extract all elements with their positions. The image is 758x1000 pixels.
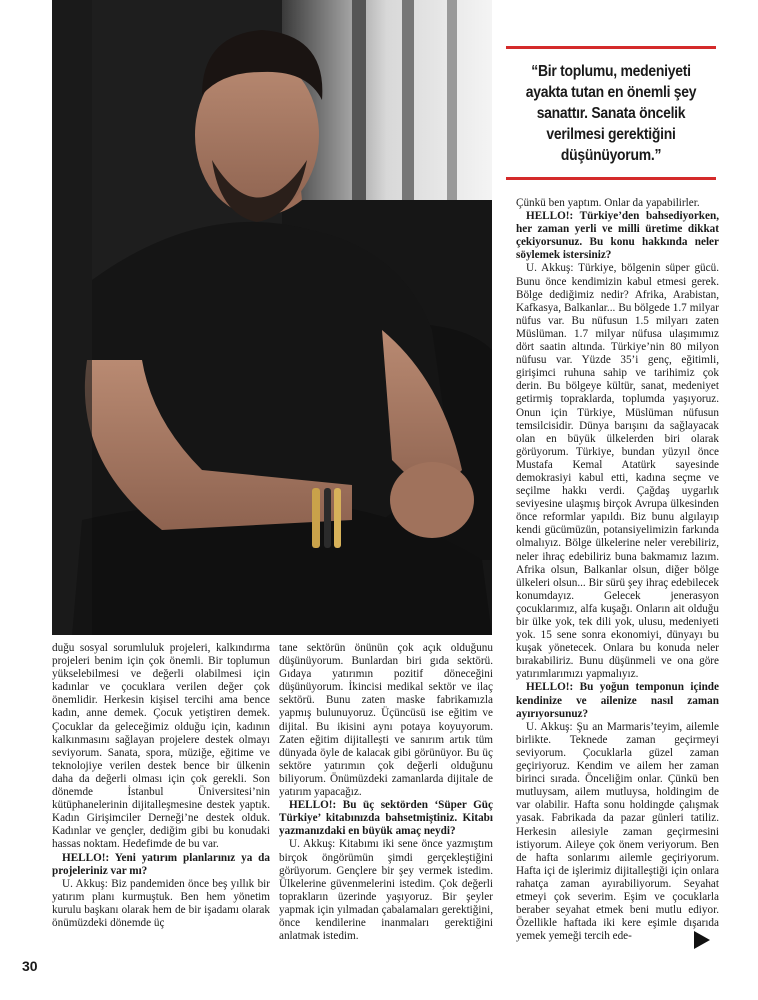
text-column-2	[279, 642, 493, 943]
paragraph: U. Akkuş: Biz pandemiden önce beş yıllık bir yatırım planı kurmuştuk. Ben hem yönetim kurulu başkanı olarak hem de bir işadamı olarak önümüzdeki dönemde üç	[52, 877, 270, 929]
text-column-3	[516, 197, 719, 943]
paragraph: U. Akkuş: Türkiye, bölgenin süper gücü. Bunu önce kendimizin kabul etmesi gerek. Bölge dediğimiz nedir? Afrika, Arabistan, Kafkasya, Balkanlar... Bu bölgede 1.7 milyar nüfus var. Bu nüfusun 1.5 milyarı zaten Müslüman. 1.7 milyar nüfusa ulaşımımız dört saatin altında. Türkiye’nin 80 milyon nüfusu var. Yüzde 35’i genç, eğitimli, girişimci ruhuna sahip ve tarihimiz çok derin. Bu bölgeye kültür, sanat, medeniyet getirmiş topraklarda, toplumda yaşıyoruz. Onun için Türkiye, Müslüman nüfusun temsilcisidir. Dünya barışını da sağlayacak olan en büyük ülkelerden biri olarak görüyorum. Türkiye, bundan yüzyıl önce Mustafa Kemal Atatürk sayesinde demokrasiyi kabul etti, kadına seçme ve seçilme hakkı verdi. Çağdaş uygarlık seviyesine ulaşmış birçok Avrupa ülkesinden önce reformlar yapıldı. Biz bunu algılayıp kendi gücümüzün, potansiyelimizin farkında olmalıyız. Bölge ülkelerine neler verebiliriz, neler ihraç edebiliriz buna bakmamız lazım. Afrika olsun, Balkanlar olsun, diğer bölge ülkeleri olsun... Bir sürü şey ihraç edebilecek konumdayız. Gelecek jenerasyon çocuklarımız, alfa kuşağı. Onların ait olduğu bir ülke yok, tek dili yok, ulusu, medeniyeti yok. 15 sene sonra ekonomiyi, dünyayı bu kuşak yönetecek. Onlara bu konuda neler bırakabiliriz. Bunu düşünmeli ve ona göre yatırımlarımızı yapmalıyız.	[516, 262, 719, 681]
portrait-photo	[52, 0, 492, 635]
continue-arrow-icon	[694, 931, 710, 949]
paragraph: tane sektörün önünün çok açık olduğunu düşünüyorum. Bunlardan biri gıda sektörü. Gıdaya yatırımın pozitif döneceğini düşünüyorum. İkincisi medikal sektör ve ilaç sektörü. Bunu zaten maske fabrikamızla yapmış bulunuyoruz. Üçüncüsü ise eğitim ve dijital. Bu ikisini aynı potaya koyuyorum. Zaten eğitim dijitalleşti ve sanırım artık tüm dünyada öyle de kalacak gibi görünüyor. Bu üç sektöre yatırımın çok değerli olduğunu biliyorum. Önümüzdeki zamanlarda dijitale de yatırım yapacağız.	[279, 642, 493, 799]
interview-question: HELLO!: Bu yoğun temponun içinde kendinize ve ailenize nasıl zaman ayırıyorsunuz?	[516, 681, 719, 720]
page-number: 30	[22, 958, 38, 974]
text-column-1	[52, 642, 270, 930]
interview-question: HELLO!: Yeni yatırım planlarınız ya da projeleriniz var mı?	[52, 851, 270, 877]
paragraph: U. Akkuş: Kitabımı iki sene önce yazmıştım birçok öngörümün şimdi gerçekleştiğini görüyorum. Gençlere bir şey vermek istedim. Ülkelerine güvenmelerini istedim. Çok değerli toprakların üzerinde yaşıyoruz. Bir şeyler yapmak için yılmadan çabalamaları gerektiğini, önce kendilerine inanmaları gerektiğini anlatmak istedim.	[279, 838, 493, 943]
pull-quote-text: “Bir toplumu, medeniyeti ayakta tutan en önemli şey sanattır. Sanata öncelik verilmesi gerektiğini düşünüyorum.”	[525, 62, 697, 164]
paragraph: U. Akkuş: Şu an Marmaris’teyim, ailemle birlikte. Teknede zaman geçirmeyi seviyorum. Çocuklarla güzel zaman geçiriyoruz. Kendim ve ailem her zaman birinci sırada. Önceliğim onlar. Çünkü ben mutluysam, ailem mutluysa, holdingim de var olabilir. Hafta sonu holdingde çalışmak yasak. Fabrikada da pazar günleri tatiliz. Herkesin ailesiyle zaman geçirmesini istiyorum. Aileye çok önem veriyorum. Ben de hafta sonlarımı ailemle geçiriyorum. Hafta içi de işlerimiz dijitalleştiği için onlara rahatça zaman ayırabiliyorum. Seyahat etmeyi çok severim. Eşim ve çocuklarla beraber seyahat etmek beni mutlu ediyor. Özellikle haftada iki kere eşimle dışarıda yemek yemeği tercih ede-	[516, 720, 719, 943]
interview-question: HELLO!: Bu üç sektörden ‘Süper Güç Türkiye’ kitabınızda bahsetmiştiniz. Kitabı yazmanızdaki en büyük amaç neydi?	[279, 799, 493, 838]
paragraph: Çünkü ben yaptım. Onlar da yapabilirler.	[516, 197, 700, 209]
pull-quote	[506, 46, 716, 180]
interview-question: HELLO!: Türkiye’den bahsediyorken, her zaman yerli ve milli üretime dikkat çekiyorsunuz. Bu konu hakkında neler söylemek istersiniz?	[516, 210, 719, 262]
paragraph: duğu sosyal sorumluluk projeleri, kalkındırma projeleri benim için çok önemli. Bir toplumun yükselebilmesi ve değerli olabilmesi için kadınlar ve çocuklara verilen değer çok önemlidir. Herkesin kişisel tercihi ama bence kadın, anne demek. Çocuk yetiştiren demek. Çocuklar da geleceğimiz olduğu için, kadının kalkınmasını sağlayan projelere destek olmayı seviyorum. Sanata, spora, müziğe, eğitime ve teknolojiye verilen destek bence bir ülkenin daha da değerli olması için çok gerekli. Son dönemde İstanbul Üniversitesi’nin kütüphanelerinin dijitalleşmesine destek yaptık. Kadın Girişimciler Derneği’ne destek olduk. Kadınlar ve gençler, dediğim gibi bu konudaki hassas noktam. Hedefimde de bu var.	[52, 642, 270, 851]
